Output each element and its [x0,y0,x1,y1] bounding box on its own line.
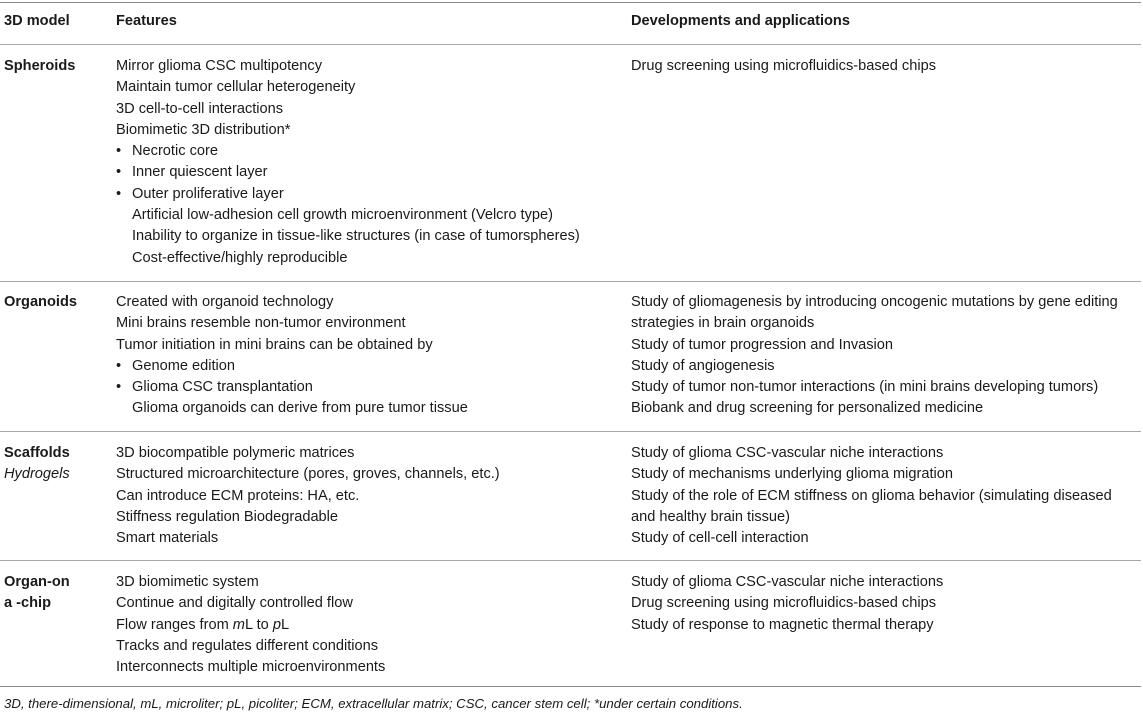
features-organoids [116,292,468,420]
feature-bullet: • Inner quiescent layer [116,162,580,183]
developments-organ-on-chip [631,572,943,636]
development-item: Study of tumor non-tumor interactions (in mini brains developing tumors) [631,379,1099,396]
bullet-icon: • [116,164,122,181]
table-footnote: 3D, there-dimensional, mL, microliter; pL, picoliter; ECM, extracellular matrix; CSC, cancer stem cell; *under certain conditions. [4,696,743,711]
feature-item: 3D biocompatible polymeric matrices [116,445,355,461]
development-item: Drug screening using microfluidics-based chips [631,595,936,612]
development-item: Study of gliomagenesis by introducing oncogenic mutations by gene editing [631,294,1118,310]
model-subtype: Hydrogels [4,466,70,483]
row-rule [0,560,1141,561]
header-3d-model: 3D model [4,13,70,29]
development-item: Study of glioma CSC-vascular niche interactions [631,574,944,590]
model-organoids: Organoids [4,294,77,310]
development-item: and healthy brain tissue) [631,508,791,525]
bullet-icon: • [116,379,122,396]
model-scaffolds [4,443,70,486]
development-item: Drug screening using microfluidics-based chips [631,58,936,74]
development-item: Study of angiogenesis [631,357,775,374]
feature-item: Stiffness regulation Biodegradable [116,508,339,525]
features-spheroids [116,56,580,269]
feature-bullet: • Necrotic core [116,141,580,162]
feature-subitem: Glioma organoids can derive from pure tumor tissue [132,400,468,417]
developments-spheroids [631,56,936,77]
feature-item: Created with organoid technology [116,294,334,310]
feature-item: Smart materials [116,530,219,547]
feature-item-flow-range: Flow ranges from mL to pL [116,616,290,633]
developments-organoids [631,292,1118,420]
development-item: Study of glioma CSC-vascular niche interactions [631,445,944,461]
feature-subitem: Inability to organize in tissue-like structures (in case of tumorspheres) [132,228,580,245]
development-item: Study of mechanisms underlying glioma migration [631,466,954,483]
feature-subitem: Artificial low-adhesion cell growth microenvironment (Velcro type) [132,207,553,224]
feature-item: Tracks and regulates different conditions [116,637,379,654]
bullet-icon: • [116,143,122,160]
table-bottom-rule [0,686,1141,687]
header-rule [0,44,1141,45]
row-rule [0,281,1141,282]
feature-item: Maintain tumor cellular heterogeneity [116,79,356,96]
feature-item: Structured microarchitecture (pores, groves, channels, etc.) [116,466,500,483]
feature-item: Continue and digitally controlled flow [116,595,353,612]
bullet-icon: • [116,357,122,374]
feature-item: Mini brains resemble non-tumor environment [116,315,406,332]
feature-item: Biomimetic 3D distribution* [116,121,291,138]
model-organ-on-chip [4,572,70,615]
developments-scaffolds [631,443,1112,549]
development-item: Study of cell-cell interaction [631,530,809,547]
development-item: strategies in brain organoids [631,315,815,332]
development-item: Biobank and drug screening for personalized medicine [631,400,984,417]
development-item: Study of tumor progression and Invasion [631,336,894,353]
feature-item: 3D cell-to-cell interactions [116,100,284,117]
feature-subitem: Cost-effective/highly reproducible [132,249,348,266]
header-developments: Developments and applications [631,13,850,29]
model-spheroids: Spheroids [4,58,76,74]
development-item: Study of the role of ECM stiffness on glioma behavior (simulating diseased [631,487,1112,504]
model-name: Organ-on [4,574,70,590]
feature-bullet: • Glioma CSC transplantation [116,377,468,398]
features-scaffolds [116,443,500,549]
feature-bullet: • Outer proliferative layer [116,184,580,205]
feature-item: Interconnects multiple microenvironments [116,659,386,676]
feature-item: Tumor initiation in mini brains can be obtained by [116,336,433,353]
features-organ-on-chip [116,572,385,678]
model-name: a -chip [4,595,52,612]
feature-item: 3D biomimetic system [116,574,259,590]
table-top-rule [0,2,1141,3]
feature-item: Can introduce ECM proteins: HA, etc. [116,487,360,504]
development-item: Study of response to magnetic thermal therapy [631,616,934,633]
row-rule [0,431,1141,432]
feature-bullet: • Genome edition [116,356,468,377]
feature-item: Mirror glioma CSC multipotency [116,58,322,74]
bullet-icon: • [116,185,122,202]
model-name: Scaffolds [4,445,70,461]
header-features: Features [116,13,177,29]
